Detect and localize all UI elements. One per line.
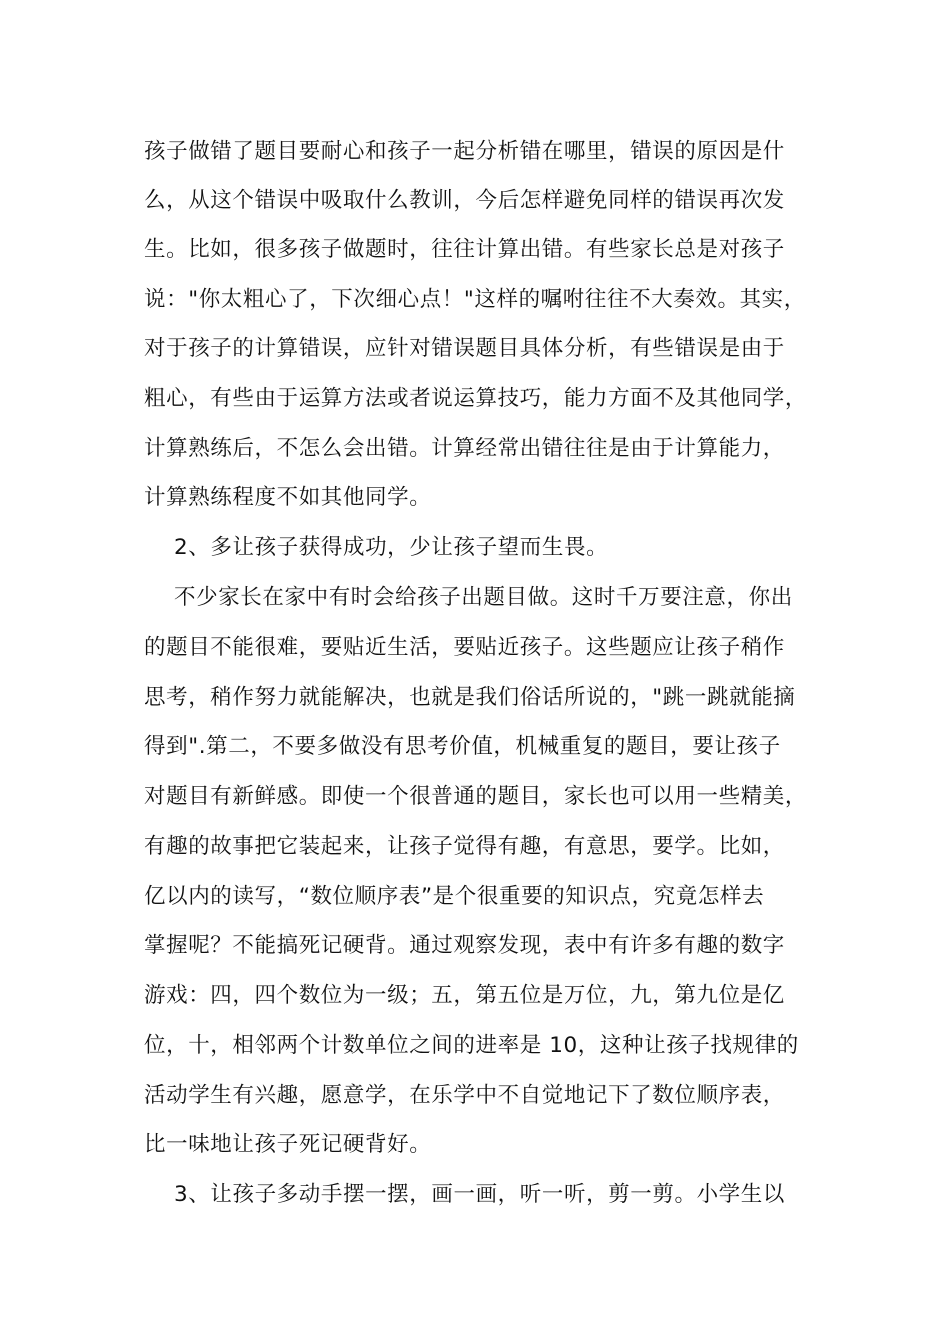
paragraph-line-4: 说："你太粗心了，下次细心点！"这样的嘱咐往往不大奏效。其实， <box>144 287 806 312</box>
paragraph-line-5: 对于孩子的计算错误，应针对错误题目具体分析，有些错误是由于 <box>144 336 785 361</box>
paragraph-line-20: 活动学生有兴趣，愿意学，在乐学中不自觉地记下了数位顺序表， <box>144 1083 785 1108</box>
paragraph-line-2: 么，从这个错误中吸取什么教训，今后怎样避免同样的错误再次发 <box>144 188 785 213</box>
paragraph-line-12: 思考，稍作努力就能解决，也就是我们俗话所说的，"跳一跳就能摘 <box>144 685 796 710</box>
paragraph-line-11: 的题目不能很难，要贴近生活，要贴近孩子。这些题应让孩子稍作 <box>144 635 785 660</box>
paragraph-line-7: 计算熟练后，不怎么会出错。计算经常出错往往是由于计算能力， <box>144 436 785 461</box>
paragraph-line-13: 得到".第二，不要多做没有思考价值，机械重复的题目，要让孩子 <box>144 734 781 759</box>
paragraph-line-6: 粗心，有些由于运算方法或者说运算技巧，能力方面不及其他同学， <box>144 386 808 411</box>
paragraph-line-15: 有趣的故事把它装起来，让孩子觉得有趣，有意思，要学。比如， <box>144 834 785 859</box>
paragraph-line-8: 计算熟练程度不如其他同学。 <box>144 485 432 510</box>
paragraph-line-3: 生。比如，很多孩子做题时，往往计算出错。有些家长总是对孩子 <box>144 237 785 262</box>
paragraph-line-16: 亿以内的读写，“数位顺序表”是个很重要的知识点，究竟怎样去 <box>144 884 765 909</box>
paragraph-line-21: 比一味地让孩子死记硬背好。 <box>144 1132 432 1157</box>
section-heading-3: 3、让孩子多动手摆一摆，画一画，听一听，剪一剪。小学生以 <box>174 1182 785 1207</box>
paragraph-line-19: 位，十，相邻两个计数单位之间的进率是 10，这种让孩子找规律的 <box>144 1033 799 1058</box>
paragraph-line-18: 游戏：四，四个数位为一级；五，第五位是万位，九，第九位是亿 <box>144 983 785 1008</box>
paragraph-line-10: 不少家长在家中有时会给孩子出题目做。这时千万要注意，你出 <box>174 585 793 610</box>
paragraph-line-14: 对题目有新鲜感。即使一个很普通的题目，家长也可以用一些精美， <box>144 784 808 809</box>
section-heading-2: 2、多让孩子获得成功，少让孩子望而生畏。 <box>174 535 609 560</box>
paragraph-line-1: 孩子做错了题目要耐心和孩子一起分析错在哪里，错误的原因是什 <box>144 139 785 164</box>
paragraph-line-17: 掌握呢？不能搞死记硬背。通过观察发现，表中有许多有趣的数字 <box>144 933 785 958</box>
